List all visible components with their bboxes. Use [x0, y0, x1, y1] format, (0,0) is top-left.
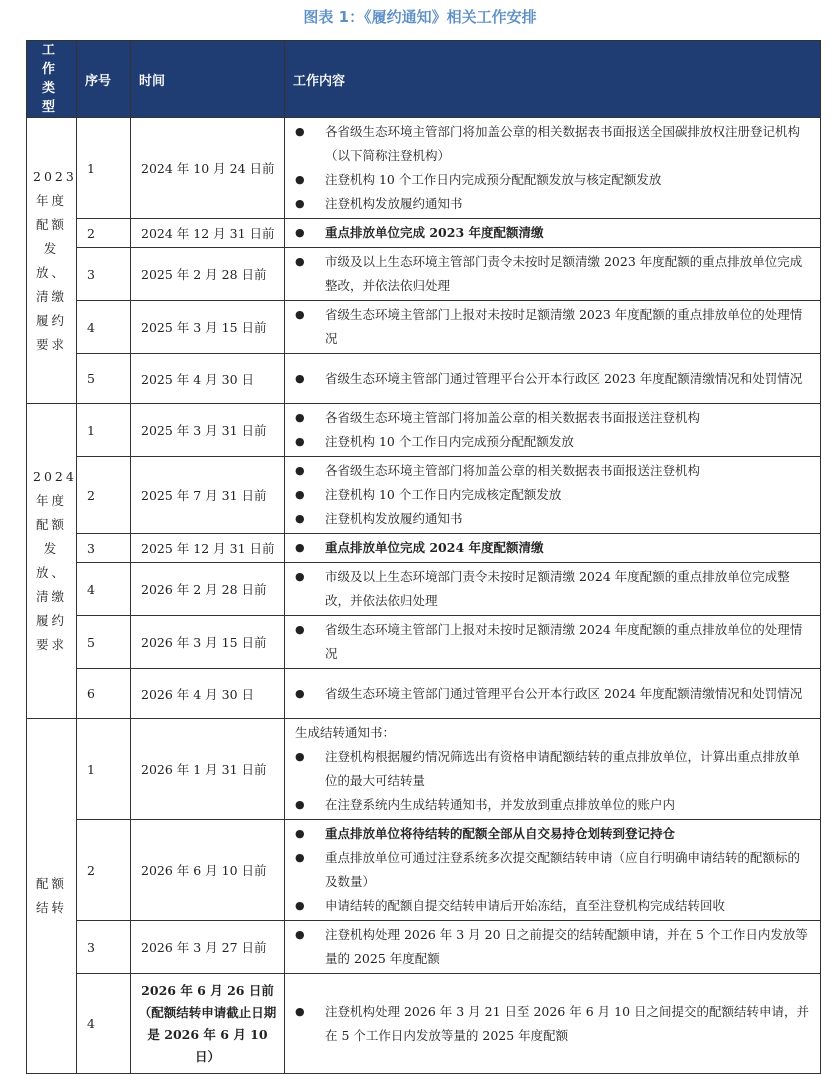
work-type-cell: 2023年度配额发放、清缴履约要求: [27, 118, 77, 404]
list-item: ● 市级及以上生态环境部门责令未按时足额清缴 2024 年度配额的重点排放单位完成整改，并依法依归处理: [295, 565, 812, 613]
content-cell: [285, 534, 821, 563]
time-cell: 2026 年 6 月 26 日前（配额结转申请截止日期是 2026 年 6 月 10 日）: [131, 974, 285, 1074]
seq-cell: 5: [77, 616, 131, 669]
table-row: [27, 404, 821, 457]
table-row: [27, 354, 821, 404]
time-cell: 2026 年 3 月 27 日前: [131, 921, 285, 974]
header-time: 时间: [131, 41, 285, 118]
list-item: ● 重点排放单位可通过注登系统多次提交配额结转申请（应自行明确申请结转的配额标的及数量）: [295, 846, 812, 894]
work-type-cell: 2024年度配额发放、清缴履约要求: [27, 404, 77, 719]
seq-cell: 4: [77, 974, 131, 1074]
table-row: [27, 669, 821, 719]
table-row: [27, 563, 821, 616]
time-cell: 2025 年 12 月 31 日前: [131, 534, 285, 563]
time-cell: 2026 年 1 月 31 日前: [131, 719, 285, 820]
seq-cell: 5: [77, 354, 131, 404]
header-seq: 序号: [77, 41, 131, 118]
list-item: ● 各省级生态环境主管部门将加盖公章的相关数据表书面报送注登机构: [295, 459, 812, 483]
time-cell: 2025 年 3 月 31 日前: [131, 404, 285, 457]
list-item: ● 注登机构发放履约通知书: [295, 507, 812, 531]
list-item: ● 注登机构发放履约通知书: [295, 192, 812, 216]
list-item: ● 市级及以上生态环境主管部门责令未按时足额清缴 2023 年度配额的重点排放单位完成整改，并依法依归处理: [295, 250, 812, 298]
list-item: ● 省级生态环境主管部门通过管理平台公开本行政区 2024 年度配额清缴情况和处罚情况: [295, 682, 812, 706]
list-item: ● 重点排放单位完成 2024 年度配额清缴: [295, 536, 812, 560]
list-item: ● 注登机构 10 个工作日内完成预分配配额发放与核定配额发放: [295, 168, 812, 192]
seq-cell: 1: [77, 118, 131, 219]
header-work-type: 工作类型: [27, 41, 77, 118]
time-cell: 2026 年 3 月 15 日前: [131, 616, 285, 669]
content-cell: [285, 921, 821, 974]
content-cell: [285, 301, 821, 354]
table-row: [27, 457, 821, 534]
list-item: ● 申请结转的配额自提交结转申请后开始冻结，直至注登机构完成结转回收: [295, 894, 812, 918]
content-cell: [285, 820, 821, 921]
time-cell: 2025 年 2 月 28 日前: [131, 248, 285, 301]
table-row: [27, 301, 821, 354]
content-cell: [285, 616, 821, 669]
list-item: ● 各省级生态环境主管部门将加盖公章的相关数据表书面报送注登机构: [295, 406, 812, 430]
list-item: ● 注登机构 10 个工作日内完成核定配额发放: [295, 483, 812, 507]
table-row: [27, 248, 821, 301]
table-row: [27, 820, 821, 921]
content-cell: [285, 354, 821, 404]
list-item: ● 省级生态环境主管部门通过管理平台公开本行政区 2023 年度配额清缴情况和处罚情况: [295, 367, 812, 391]
content-cell: [285, 719, 821, 820]
time-cell: 2025 年 3 月 15 日前: [131, 301, 285, 354]
seq-cell: 4: [77, 301, 131, 354]
list-item: ● 各省级生态环境主管部门将加盖公章的相关数据表书面报送全国碳排放权注册登记机构（以下简称注登机构）: [295, 120, 812, 168]
list-item: ● 在注登系统内生成结转通知书，并发放到重点排放单位的账户内: [295, 793, 812, 817]
list-item: ● 重点排放单位完成 2023 年度配额清缴: [295, 221, 812, 245]
list-item: ● 省级生态环境主管部门上报对未按时足额清缴 2023 年度配额的重点排放单位的处理情况: [295, 303, 812, 351]
seq-cell: 6: [77, 669, 131, 719]
content-cell: [285, 404, 821, 457]
time-cell: 2025 年 7 月 31 日前: [131, 457, 285, 534]
table-title: 图表 1：《履约通知》相关工作安排: [303, 8, 537, 26]
list-item: ● 省级生态环境主管部门上报对未按时足额清缴 2024 年度配额的重点排放单位的处理情况: [295, 618, 812, 666]
list-item: ● 注登机构处理 2026 年 3 月 20 日之前提交的结转配额申请，并在 5 个工作日内发放等量的 2025 年度配额: [295, 923, 812, 971]
list-item: ● 重点排放单位将待结转的配额全部从自交易持仓划转到登记持仓: [295, 822, 812, 846]
seq-cell: 1: [77, 719, 131, 820]
content-intro: 生成结转通知书：: [295, 725, 396, 740]
seq-cell: 3: [77, 248, 131, 301]
list-item: ● 注登机构处理 2026 年 3 月 21 日至 2026 年 6 月 10 日之间提交的配额结转申请，并在 5 个工作日内发放等量的 2025 年度配额: [295, 1000, 812, 1048]
time-cell: 2025 年 4 月 30 日: [131, 354, 285, 404]
table-row: [27, 118, 821, 219]
seq-cell: 1: [77, 404, 131, 457]
time-cell: 2024 年 12 月 31 日前: [131, 219, 285, 248]
content-cell: [285, 248, 821, 301]
work-schedule-table: [26, 40, 821, 1074]
list-item: ● 注登机构 10 个工作日内完成预分配配额发放: [295, 430, 812, 454]
seq-cell: 2: [77, 820, 131, 921]
content-cell: [285, 219, 821, 248]
table-row: [27, 616, 821, 669]
time-cell: 2026 年 6 月 10 日前: [131, 820, 285, 921]
time-cell: 2024 年 10 月 24 日前: [131, 118, 285, 219]
time-cell: 2026 年 4 月 30 日: [131, 669, 285, 719]
seq-cell: 3: [77, 921, 131, 974]
header-row: [27, 41, 821, 118]
seq-cell: 3: [77, 534, 131, 563]
seq-cell: 2: [77, 457, 131, 534]
table-row: [27, 719, 821, 820]
seq-cell: 2: [77, 219, 131, 248]
time-cell: 2026 年 2 月 28 日前: [131, 563, 285, 616]
header-content: 工作内容: [285, 41, 821, 118]
content-cell: [285, 118, 821, 219]
table-row: [27, 219, 821, 248]
content-cell: [285, 457, 821, 534]
table-row: [27, 921, 821, 974]
list-item: ● 注登机构根据履约情况筛选出有资格申请配额结转的重点排放单位，计算出重点排放单位的最大可结转量: [295, 745, 812, 793]
work-type-cell: 配额结转: [27, 719, 77, 1074]
content-cell: [285, 563, 821, 616]
content-cell: [285, 669, 821, 719]
seq-cell: 4: [77, 563, 131, 616]
table-row: [27, 534, 821, 563]
